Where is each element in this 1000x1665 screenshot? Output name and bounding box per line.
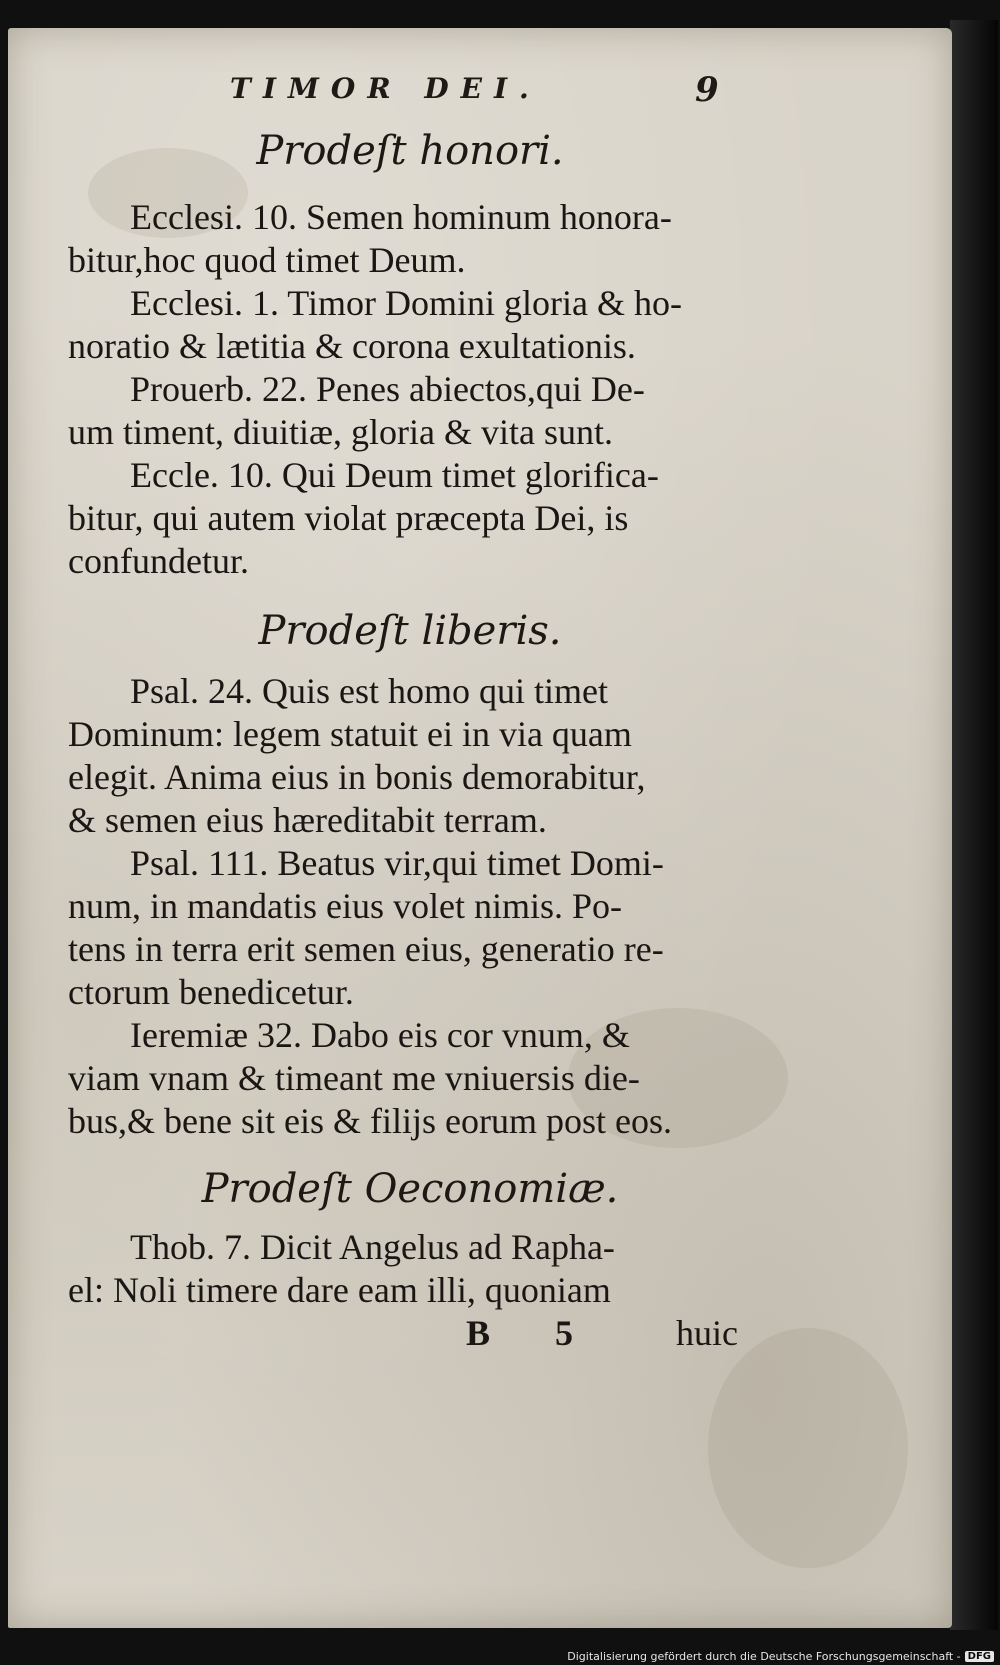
text-line: confundetur.	[68, 541, 249, 581]
text-line: Psal. 24. Quis est homo qui timet	[130, 671, 609, 711]
digitization-footer	[567, 1650, 994, 1663]
text-line: noratio & lætitia & corona exultationis.	[68, 326, 636, 366]
text-line: el: Noli timere dare eam illi, quoniam	[68, 1270, 611, 1310]
text-line: Psal. 111. Beatus vir,qui timet Domi-	[130, 843, 664, 883]
paper-stain	[708, 1328, 908, 1568]
text-line: Ieremiæ 32. Dabo eis cor vnum, &	[130, 1015, 630, 1055]
text-line: Dominum: legem statuit ei in via quam	[68, 714, 632, 754]
text-line: um timent, diuitiæ, gloria & vita sunt.	[68, 412, 613, 452]
page-number: 9	[695, 70, 719, 110]
catchword: huic	[676, 1313, 738, 1353]
section-heading-oeconomiae: Prodeſt Oeconomiæ.	[201, 1166, 619, 1212]
text-line: ctorum benedicetur.	[68, 972, 354, 1012]
text-line: viam vnam & timeant me vniuersis die-	[68, 1058, 640, 1098]
footer-credit: Digitalisierung gefördert durch die Deutsche Forschungsgemeinschaft -	[567, 1650, 961, 1663]
text-line: & semen eius hæreditabit terram.	[68, 800, 547, 840]
text-line: Ecclesi. 1. Timor Domini gloria & ho-	[130, 283, 682, 323]
section-text-oeconomiae	[68, 1226, 738, 1312]
dfg-logo-icon: DFG	[965, 1651, 994, 1662]
text-line: elegit. Anima eius in bonis demorabitur,	[68, 757, 646, 797]
text-line: Ecclesi. 10. Semen hominum honora-	[130, 197, 672, 237]
book-edge-shadow	[950, 20, 998, 1630]
text-line: Thob. 7. Dicit Angelus ad Rapha-	[130, 1227, 615, 1267]
text-line: Prouerb. 22. Penes abiectos,qui De-	[130, 369, 645, 409]
signature-mark: B 5	[466, 1313, 602, 1353]
text-line: bitur, qui autem violat præcepta Dei, is	[68, 498, 629, 538]
section-heading-liberis: Prodeſt liberis.	[258, 608, 562, 654]
text-line: bitur,hoc quod timet Deum.	[68, 240, 466, 280]
text-line: Eccle. 10. Qui Deum timet glorifica-	[130, 455, 659, 495]
running-head: TIMOR DEI.	[230, 72, 541, 105]
text-line: tens in terra erit semen eius, generatio re-	[68, 929, 664, 969]
text-line: bus,& bene sit eis & filijs eorum post eos.	[68, 1101, 672, 1141]
section-text-honori	[68, 196, 738, 583]
text-line: num, in mandatis eius volet nimis. Po-	[68, 886, 622, 926]
section-heading-honori: Prodeſt honori.	[256, 128, 564, 174]
section-text-liberis	[68, 670, 738, 1143]
